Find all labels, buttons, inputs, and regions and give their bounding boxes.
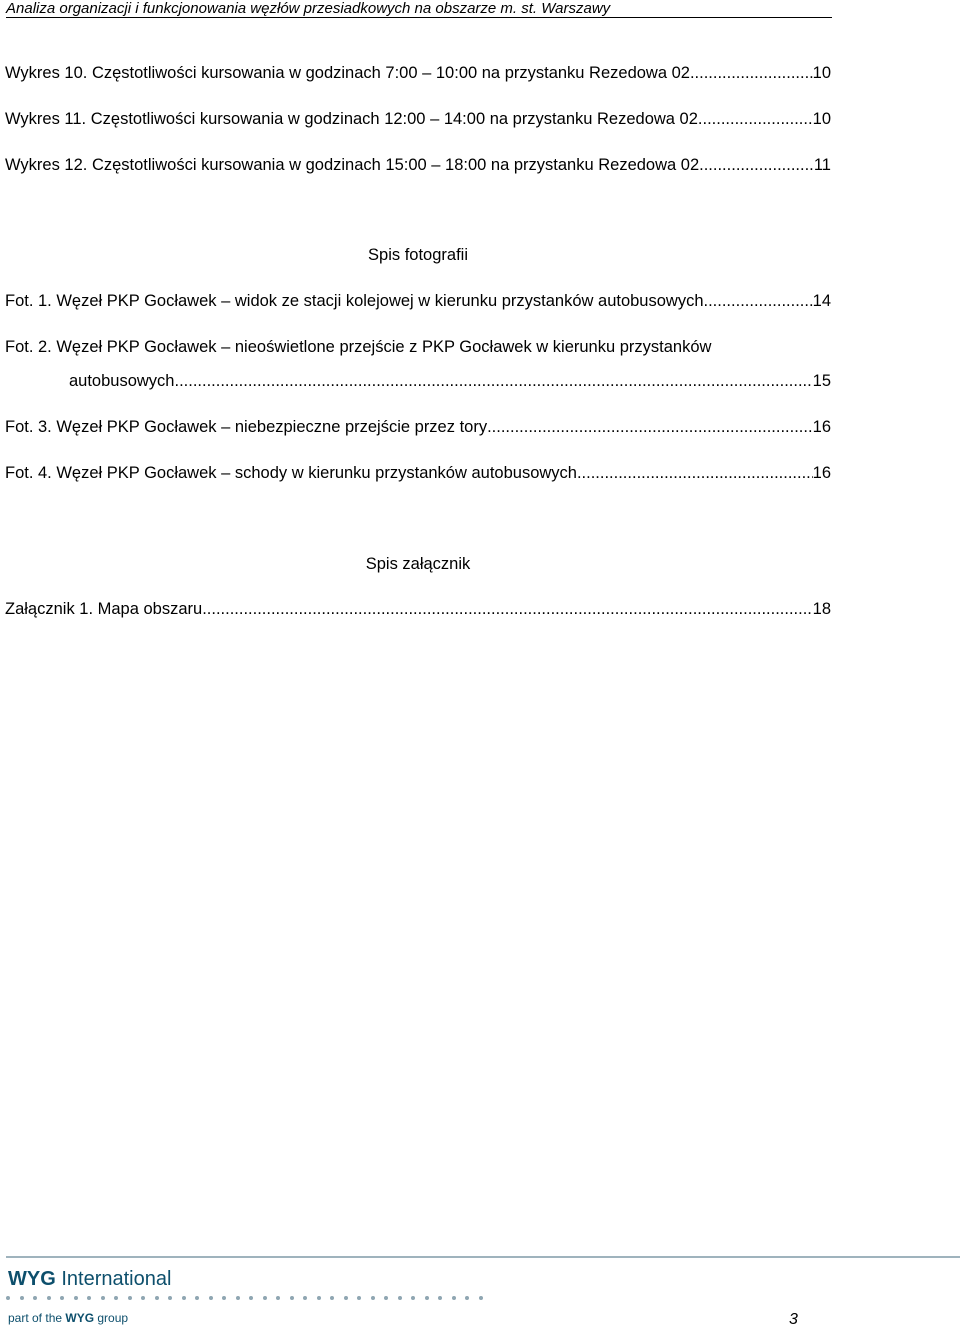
decorative-dot [303, 1296, 307, 1300]
decorative-dot [465, 1296, 469, 1300]
toc-entry-page: 10 [812, 110, 831, 128]
decorative-dot [60, 1296, 64, 1300]
toc-entry-text: Wykres 12. Częstotliwości kursowania w godzinach 15:00 – 18:00 na przystanku Rezedowa 02 [5, 156, 700, 174]
decorative-dot [357, 1296, 361, 1300]
toc-entry-text: Wykres 11. Częstotliwości kursowania w godzinach 12:00 – 14:00 na przystanku Rezedowa 02 [5, 110, 698, 128]
decorative-dot [87, 1296, 91, 1300]
toc-entry-page: 16 [812, 464, 831, 482]
decorative-dot [317, 1296, 321, 1300]
toc-entry[interactable] [5, 600, 831, 622]
decorative-dot [209, 1296, 213, 1300]
dot-leader [698, 110, 813, 129]
footer-divider [6, 1256, 960, 1258]
toc-entry-text: autobusowych [69, 372, 175, 390]
decorative-dot [141, 1296, 145, 1300]
tag-bold: WYG [65, 1311, 95, 1325]
decorative-dot [452, 1296, 456, 1300]
decorative-dot [276, 1296, 280, 1300]
decorative-dot [330, 1296, 334, 1300]
toc-entry-text: Załącznik 1. Mapa obszaru [5, 600, 203, 618]
dot-leader [690, 64, 813, 83]
decorative-dot [236, 1296, 240, 1300]
toc-entry[interactable] [5, 418, 831, 440]
decorative-dot [128, 1296, 132, 1300]
decorative-dot [47, 1296, 51, 1300]
toc-entry-page: 16 [812, 418, 831, 436]
toc-entry[interactable] [5, 292, 831, 314]
decorative-dot [344, 1296, 348, 1300]
decorative-dot [479, 1296, 483, 1300]
logo-rest: International [55, 1268, 172, 1290]
dot-leader [487, 418, 813, 437]
decorative-dot [438, 1296, 442, 1300]
decorative-dot [411, 1296, 415, 1300]
toc-entry-text: Wykres 10. Częstotliwości kursowania w godzinach 7:00 – 10:00 na przystanku Rezedowa 02 [5, 64, 690, 82]
decorative-dot [398, 1296, 402, 1300]
toc-entry-page: 15 [812, 372, 831, 390]
photos-section-title: Spis fotografii [368, 246, 468, 264]
decorative-dot [290, 1296, 294, 1300]
decorative-dot [384, 1296, 388, 1300]
decorative-dot [33, 1296, 37, 1300]
toc-entry[interactable] [5, 64, 831, 86]
toc-entry[interactable] [5, 464, 831, 486]
dot-leader [175, 372, 813, 391]
tag-prefix: part of the [8, 1311, 66, 1325]
decorative-dot [6, 1296, 10, 1300]
toc-entry-page: 10 [812, 64, 831, 82]
decorative-dot [222, 1296, 226, 1300]
logo-bold: WYG [8, 1268, 56, 1290]
decorative-dot [249, 1296, 253, 1300]
dot-leader [577, 464, 813, 483]
toc-entry[interactable] [69, 372, 831, 394]
decorative-dot [155, 1296, 159, 1300]
company-logo [8, 1268, 171, 1291]
dot-leader [202, 600, 812, 619]
decorative-dot [74, 1296, 78, 1300]
running-header: Analiza organizacji i funkcjonowania węzłów przesiadkowych na obszarze m. st. Warszawy [6, 0, 832, 18]
toc-entry[interactable] [5, 156, 831, 178]
toc-entry[interactable] [5, 110, 831, 132]
toc-entry-text: Fot. 4. Węzeł PKP Gocławek – schody w kierunku przystanków autobusowych [5, 464, 577, 482]
decorative-dot [101, 1296, 105, 1300]
dot-leader [699, 156, 814, 175]
toc-entry-text: Fot. 1. Węzeł PKP Gocławek – widok ze stacji kolejowej w kierunku przystanków autobusowych [5, 292, 704, 310]
toc-entry-page: 18 [812, 600, 831, 618]
toc-entry-text-line1[interactable]: Fot. 2. Węzeł PKP Gocławek – nieoświetlone przejście z PKP Gocławek w kierunku przystanków [5, 338, 712, 356]
attachments-section-title: Spis załącznik [365, 555, 471, 573]
decorative-dot-row [6, 1296, 483, 1300]
decorative-dot [263, 1296, 267, 1300]
toc-entry-page: 11 [813, 156, 831, 174]
decorative-dot [195, 1296, 199, 1300]
decorative-dot [20, 1296, 24, 1300]
dot-leader [704, 292, 813, 311]
footer-tagline [8, 1311, 128, 1325]
decorative-dot [168, 1296, 172, 1300]
decorative-dot [182, 1296, 186, 1300]
decorative-dot [425, 1296, 429, 1300]
page-number: 3 [789, 1311, 798, 1328]
toc-entry-text: Fot. 3. Węzeł PKP Gocławek – niebezpieczne przejście przez tory [5, 418, 488, 436]
toc-entry-page: 14 [812, 292, 831, 310]
decorative-dot [371, 1296, 375, 1300]
decorative-dot [114, 1296, 118, 1300]
tag-suffix: group [94, 1311, 129, 1325]
